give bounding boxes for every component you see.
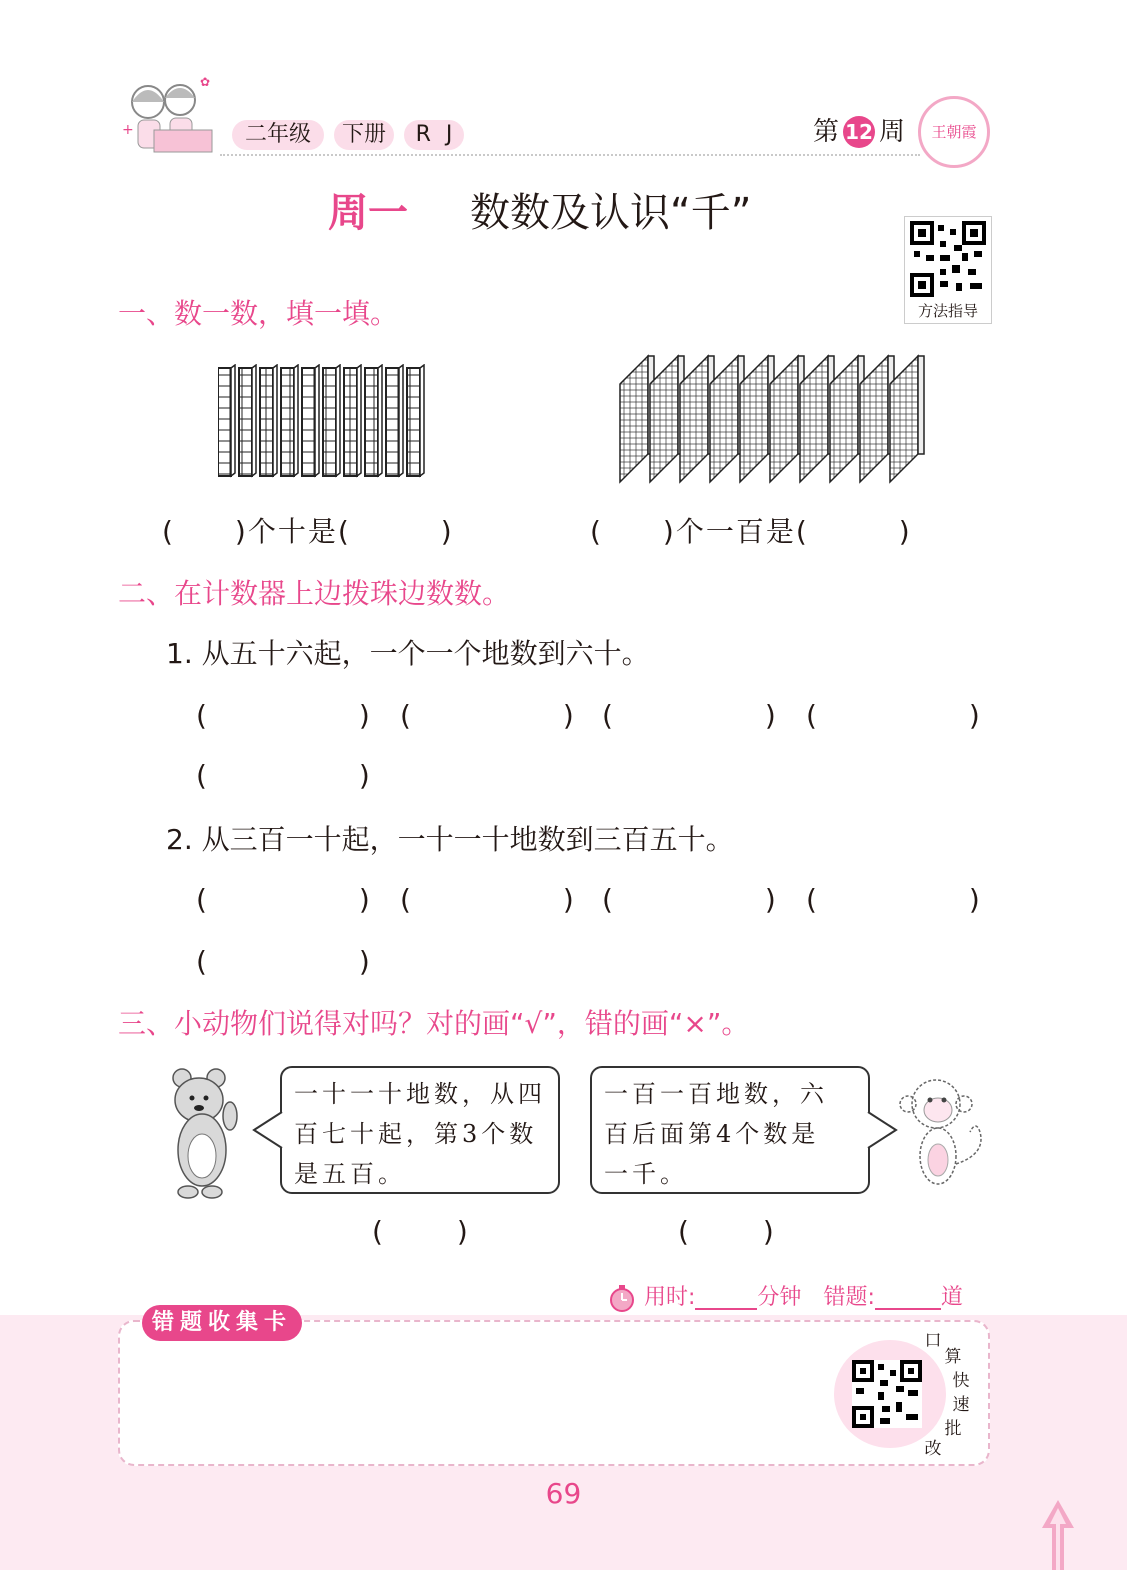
minutes-label: 分钟 [757, 1285, 802, 1310]
quick-char-3: 快 [952, 1371, 970, 1391]
monkey-line-1: 一百一百地数，六 [604, 1080, 828, 1108]
svg-text:+: + [122, 122, 134, 138]
answer-blank[interactable]: ( ) [196, 699, 378, 732]
monkey-line-3: 一千。 [604, 1160, 688, 1188]
edition-r: R [415, 122, 431, 147]
question-2-2: 2. 从三百一十起，一十一十地数到三百五十。 [166, 823, 734, 856]
bear-bubble-tail [252, 1110, 284, 1150]
quick-char-5: 批 [944, 1419, 962, 1439]
time-label: 用时: [644, 1285, 696, 1310]
week-indicator [813, 114, 905, 150]
monkey-line-2: 百后面第4个数是 [604, 1120, 820, 1148]
answer-blank[interactable]: ( ) [400, 883, 582, 916]
bear-line-3: 是五百。 [294, 1160, 406, 1188]
day-title: 周一 [328, 190, 408, 236]
monkey-bubble-tail [866, 1110, 898, 1150]
monkey-judgement-blank[interactable]: ( ) [678, 1215, 780, 1248]
kids-illustration [118, 72, 218, 162]
bear-line-2: 百七十起，第3个数 [294, 1120, 538, 1148]
brand-text: 王朝霞 [931, 123, 977, 141]
hundreds-answer[interactable]: ( )个一百是( ) [590, 515, 912, 548]
mistake-card-label: 错题收集卡 [142, 1305, 302, 1341]
grade-pill [232, 120, 324, 150]
quick-char-4: 速 [952, 1395, 970, 1415]
time-blank[interactable] [695, 1286, 757, 1310]
method-guide-label: 方法指导 [917, 302, 978, 320]
answer-blank[interactable]: ( ) [196, 945, 378, 978]
question-2-1: 1. 从五十六起，一个一个地数到六十。 [166, 637, 650, 670]
week-suffix: 周 [879, 117, 906, 147]
qr-code-icon [852, 1360, 922, 1428]
answer-blank[interactable]: ( ) [806, 699, 988, 732]
qr-code-icon [910, 221, 986, 297]
answer-blank[interactable]: ( ) [602, 699, 784, 732]
answer-blank[interactable]: ( ) [602, 883, 784, 916]
answer-blank[interactable]: ( ) [806, 883, 988, 916]
answer-blank[interactable]: ( ) [196, 883, 378, 916]
edition-j: J [445, 122, 453, 147]
time-tracker [608, 1284, 963, 1312]
monkey-speech-bubble [590, 1066, 870, 1194]
monkey-illustration [896, 1074, 992, 1200]
week-number-badge: 12 [843, 116, 875, 148]
brand-seal [918, 96, 990, 168]
bear-speech-bubble [280, 1066, 560, 1194]
grade-text: 二年级 [244, 122, 311, 147]
bear-judgement-blank[interactable]: ( ) [372, 1215, 474, 1248]
quick-char-6: 改 [924, 1439, 942, 1459]
wrong-label: 错题: [823, 1285, 875, 1310]
svg-text:✿: ✿ [200, 75, 211, 89]
edition-pill [404, 120, 464, 150]
bear-line-1: 一十一十地数，从四 [294, 1080, 546, 1108]
section1-heading: 一、数一数，填一填。 [118, 297, 399, 330]
dao-label: 道 [940, 1285, 963, 1310]
page-number: 69 [545, 1477, 582, 1510]
ten-rods-figure [218, 364, 434, 478]
section3-heading: 三、小动物们说得对吗？对的画“√”，错的画“×”。 [118, 1007, 750, 1040]
volume-text: 下册 [341, 122, 386, 147]
week-prefix: 第 [813, 117, 840, 147]
up-arrow-icon [1040, 1498, 1076, 1570]
method-guide-qr[interactable] [904, 216, 992, 324]
answer-blank[interactable]: ( ) [196, 759, 378, 792]
quick-char-1: 口 [924, 1331, 942, 1351]
ten-hundred-flats-figure [618, 354, 948, 484]
tens-answer[interactable]: ( )个十是( ) [162, 515, 454, 548]
header-divider [220, 154, 920, 156]
wrong-count-blank[interactable] [875, 1286, 941, 1310]
answer-blank[interactable]: ( ) [400, 699, 582, 732]
section2-heading: 二、在计数器上边拨珠边数数。 [118, 577, 511, 610]
topic-title: 数数及认识“千” [470, 190, 752, 236]
volume-pill [334, 120, 394, 150]
stopwatch-icon [608, 1284, 636, 1312]
bear-illustration [168, 1066, 248, 1200]
quick-char-2: 算 [944, 1347, 962, 1367]
